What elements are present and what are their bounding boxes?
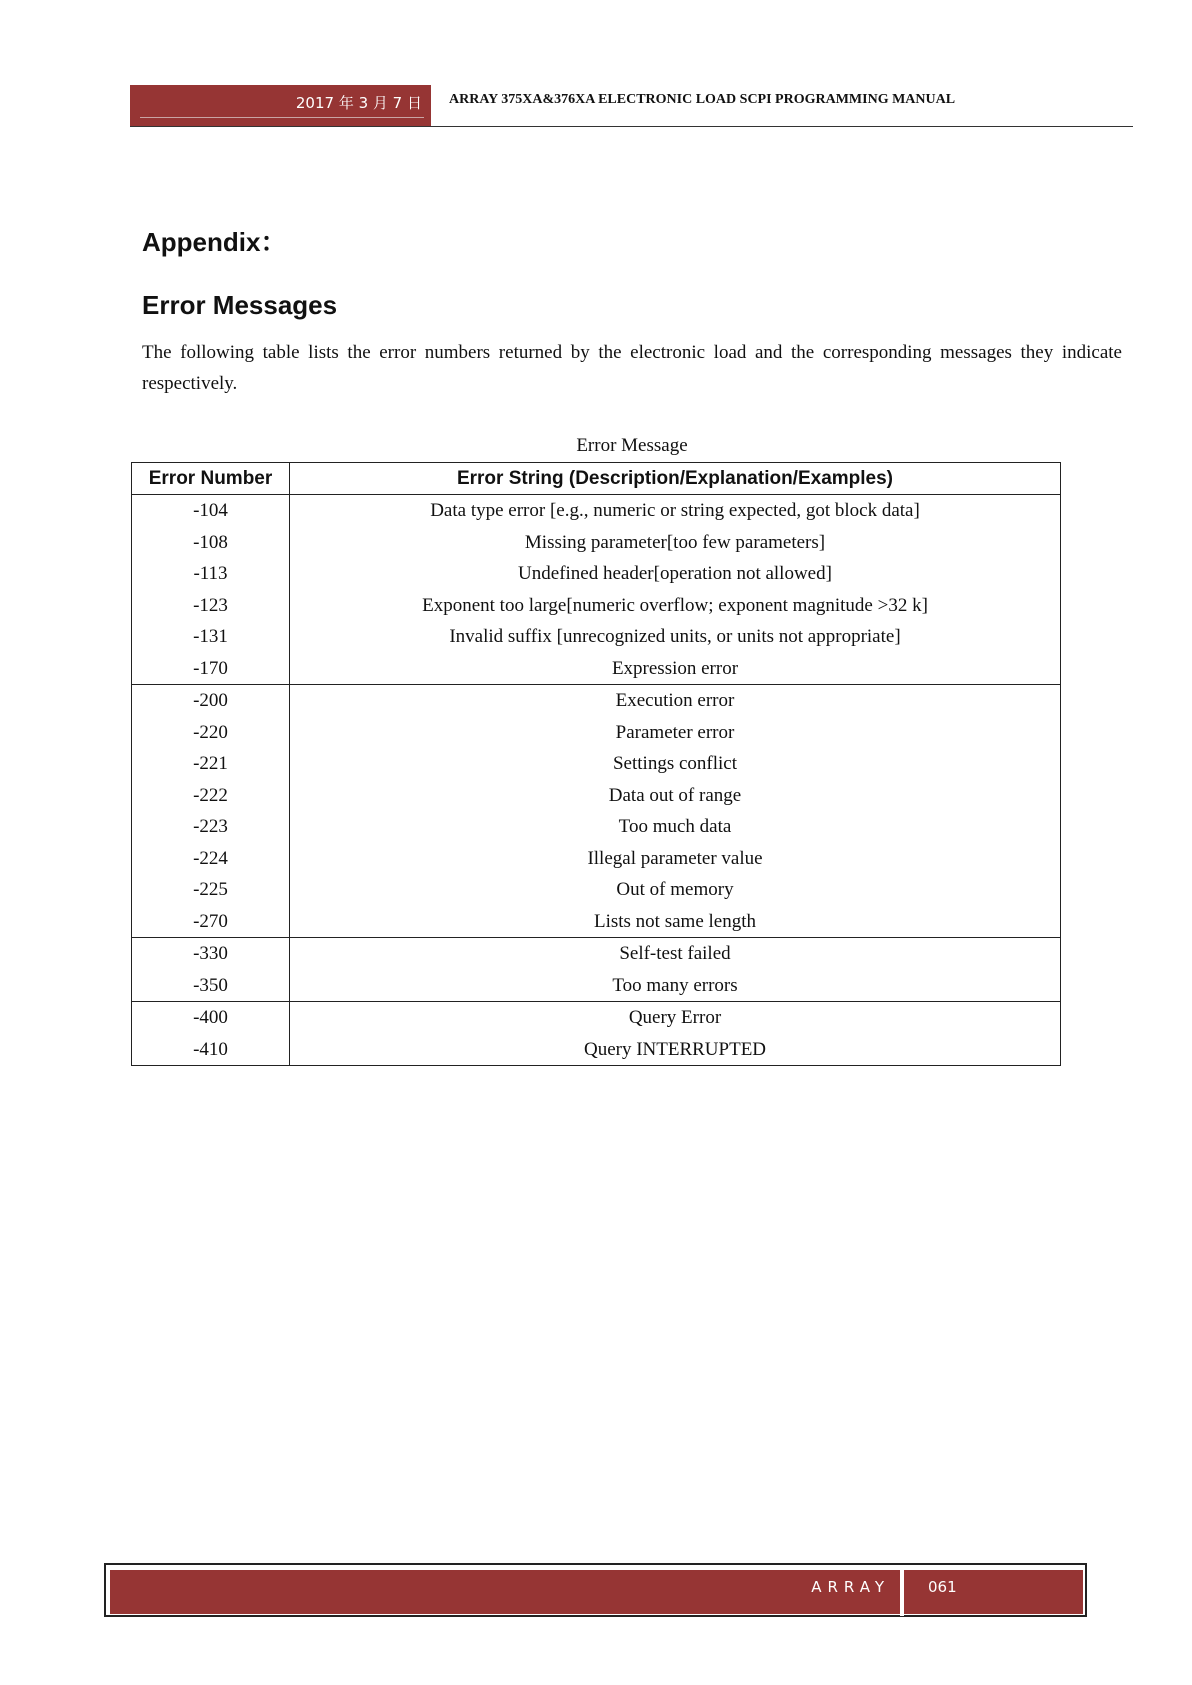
error-number: -330 [132,938,290,970]
error-string: Illegal parameter value [290,843,1061,875]
error-string: Out of memory [290,874,1061,906]
error-string: Parameter error [290,717,1061,749]
table-row [132,938,1061,970]
error-string: Too many errors [290,970,1061,1002]
error-string: Query Error [290,1002,1061,1034]
error-string: Data out of range [290,780,1061,812]
table-row [132,717,1061,749]
table-row [132,1002,1061,1034]
table-row [132,685,1061,717]
header-date: 2017 年 3 月 7 日 [295,94,422,112]
error-number: -170 [132,653,290,685]
error-number: -224 [132,843,290,875]
error-string: Too much data [290,811,1061,843]
table-header-row [132,463,1061,495]
error-string: Self-test failed [290,938,1061,970]
error-table [131,462,1061,1066]
header-title: ARRAY 375XA&376XA ELECTRONIC LOAD SCPI PROGRAMMING MANUAL [449,92,956,107]
table-row [132,811,1061,843]
error-number: -123 [132,590,290,622]
error-string: Data type error [e.g., numeric or string expected, got block data] [290,495,1061,527]
error-number: -221 [132,748,290,780]
table-row [132,495,1061,527]
intro-paragraph: The following table lists the error numbers returned by the electronic load and the corresponding messages they indicate respectively. [142,342,1122,394]
table-row [132,621,1061,653]
error-string: Invalid suffix [unrecognized units, or units not appropriate] [290,621,1061,653]
error-string: Missing parameter[too few parameters] [290,527,1061,559]
error-string: Execution error [290,685,1061,717]
table-row [132,748,1061,780]
error-number: -270 [132,906,290,938]
footer-divider [900,1568,904,1616]
error-number: -108 [132,527,290,559]
error-number: -220 [132,717,290,749]
column-header-error-string: Error String (Description/Explanation/Examples) [290,463,1061,495]
header-underline [140,117,424,118]
error-string: Settings conflict [290,748,1061,780]
table-row [132,906,1061,938]
error-number: -350 [132,970,290,1002]
error-string: Undefined header[operation not allowed] [290,558,1061,590]
error-number: -200 [132,685,290,717]
table-row [132,1034,1061,1066]
footer-brand: ARRAY [811,1578,890,1596]
table-row [132,970,1061,1002]
table-caption: Error Message [576,435,688,456]
error-number: -113 [132,558,290,590]
table-row [132,590,1061,622]
header-rule [130,126,1133,127]
table-row [132,558,1061,590]
error-string: Exponent too large[numeric overflow; exponent magnitude >32 k] [290,590,1061,622]
column-header-error-number: Error Number [132,463,290,495]
table-row [132,780,1061,812]
error-number: -410 [132,1034,290,1066]
error-number: -131 [132,621,290,653]
error-number: -222 [132,780,290,812]
error-number: -104 [132,495,290,527]
table-row [132,527,1061,559]
error-string: Lists not same length [290,906,1061,938]
error-string: Query INTERRUPTED [290,1034,1061,1066]
error-string: Expression error [290,653,1061,685]
table-row [132,653,1061,685]
table-row [132,843,1061,875]
table-row [132,874,1061,906]
page-number: 061 [928,1578,957,1596]
error-number: -400 [132,1002,290,1034]
error-number: -225 [132,874,290,906]
error-number: -223 [132,811,290,843]
appendix-heading: Appendix： [142,227,287,257]
section-heading: Error Messages [142,290,338,320]
